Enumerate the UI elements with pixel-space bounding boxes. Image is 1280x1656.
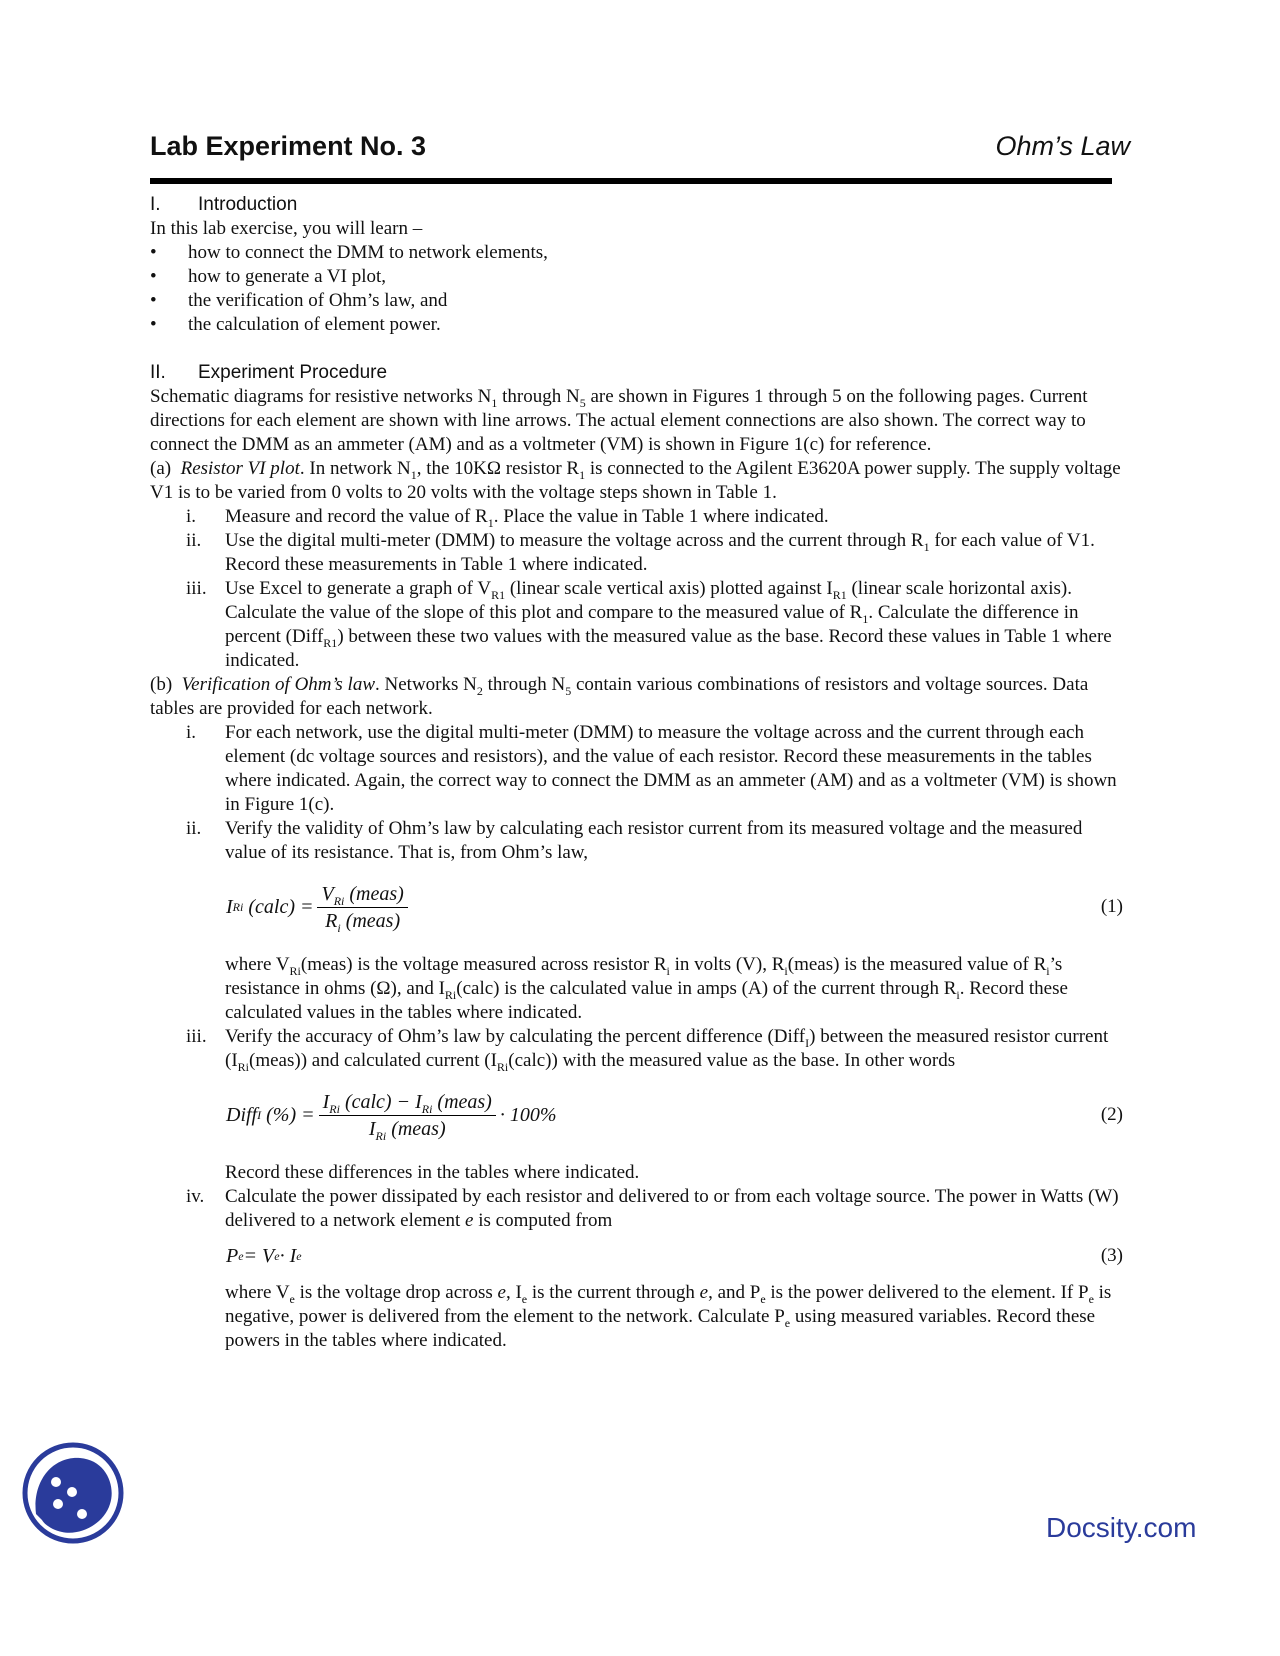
lab-subject: Ohm’s Law — [995, 131, 1130, 161]
equation-2: Diff I (%) = $\frac{I_{Ri} (calc) - I_{Ri} (meas)}{I_{Ri} (meas)}$ · 100% (2) — [226, 1090, 1123, 1143]
list-item: • how to connect the DMM to network elements, — [150, 241, 1125, 265]
equation-number: (3) — [1100, 1245, 1123, 1266]
lab-title: Lab Experiment No. 3 — [150, 131, 427, 161]
docsity-logo-icon — [22, 1442, 124, 1544]
equation-number: (1) — [1100, 896, 1123, 917]
equation-1: I Ri (calc) = $\frac{V_{Ri} (meas)}{R_i (meas)}$ (1) — [226, 882, 1123, 935]
where-paragraph-1: where $V_{Ri}(meas)$ is the voltage measured across resistor $R_i$ in volts (V), $R_i(meas)$ is the measured value of $R_i’s$ resistance in ohms (Ω), and $I_{Ri}(calc)$ is the calculated value in amps (A) of the current through $R_i$. Record these calculated values in the tables where indicated. — [225, 954, 1068, 1023]
list-item: • how to generate a VI plot, — [150, 265, 1125, 289]
list-item: • the calculation of element power. — [150, 313, 1125, 337]
intro-bullet-list — [150, 241, 1125, 337]
equation-3: P e = V e · I e (3) — [226, 1245, 1123, 1267]
section-heading-procedure: II. Experiment Procedure — [150, 362, 388, 383]
part-a-item-i: i. Measure and record the value of $R_1$. Place the value in Table 1 where indicated. — [186, 506, 829, 530]
document-body — [150, 193, 1125, 1353]
part-a-item-ii: ii. Use the digital multi-meter (DMM) to measure the voltage across and the current through $R_1$ for each value of V1. Record these measurements in Table 1 where indicated. — [186, 530, 1095, 575]
header-rule — [150, 178, 1112, 184]
procedure-paragraph: Schematic diagrams for resistive networks $N_1$ through $N_5$ are shown in Figures 1 through 5 on the following pages. Current directions for each element are shown with line arrows. The actual element connections are also shown. The correct way to connect the DMM as an ammeter (AM) and as a voltmeter (VM) is shown in Figure 1(c) for reference. — [150, 386, 1088, 455]
part-a-paragraph: (a) Resistor VI plot. In network $N_1$, the 10KΩ resistor $R_1$ is connected to the Agilent E3620A power supply. The supply voltage V1 is to be varied from 0 volts to 20 volts with the voltage steps shown in Table 1. — [150, 458, 1121, 503]
section-heading-intro: I. Introduction — [150, 194, 298, 215]
equation-number: (2) — [1100, 1104, 1123, 1125]
part-b-paragraph: (b) Verification of Ohm’s law. Networks $N_2$ through $N_5$ contain various combinations of resistors and voltage sources. Data tables are provided for each network. — [150, 674, 1089, 719]
part-a-item-iii: iii. Use Excel to generate a graph of $V_{R1}$ (linear scale vertical axis) plotted against $I_{R1}$ (linear scale horizontal axis). Calculate the value of the slope of this plot and compare to the measured value of $R_1$. Calculate the difference in percent (Diff$_{R1}$) between these two values with the measured value as the base. Record these values in Table 1 where indicated. — [186, 578, 1112, 671]
docsity-watermark-link[interactable]: Docsity.com — [1046, 1512, 1197, 1543]
list-item: • the verification of Ohm’s law, and — [150, 289, 1125, 313]
page-header — [150, 131, 1130, 161]
part-b-item-ii: ii. Verify the validity of Ohm’s law by calculating each resistor current from its measured voltage and the measured value of its resistance. That is, from Ohm’s law, — [186, 818, 1083, 863]
part-b-item-i: i. For each network, use the digital multi-meter (DMM) to measure the voltage across and the current through each element (dc voltage sources and resistors), and the value of each resistor. Record these measurements in the tables where indicated. Again, the correct way to connect the DMM as an ammeter (AM) and as a voltmeter (VM) is shown in Figure 1(c). — [186, 722, 1117, 815]
where-paragraph-3: where $V_e$ is the voltage drop across e, $I_e$ is the current through e, and $P_e$ is the power delivered to the element. If $P_e$ is negative, power is delivered from the element to the network. Calculate $P_e$ using measured variables. Record these powers in the tables where indicated. — [225, 1282, 1112, 1351]
part-b-item-iv: iv. Calculate the power dissipated by each resistor and delivered to or from each voltage source. The power in Watts (W) delivered to a network element e is computed from — [186, 1186, 1119, 1231]
record-differences: Record these differences in the tables where indicated. — [225, 1162, 640, 1183]
intro-lead: In this lab exercise, you will learn – — [150, 218, 423, 239]
part-b-item-iii: iii. Verify the accuracy of Ohm’s law by calculating the percent difference (Diff$_I$) between the measured resistor current $(I_{Ri}(meas))$ and calculated current $(I_{Ri}(calc))$ with the measured value as the base. In other words — [186, 1026, 1109, 1074]
